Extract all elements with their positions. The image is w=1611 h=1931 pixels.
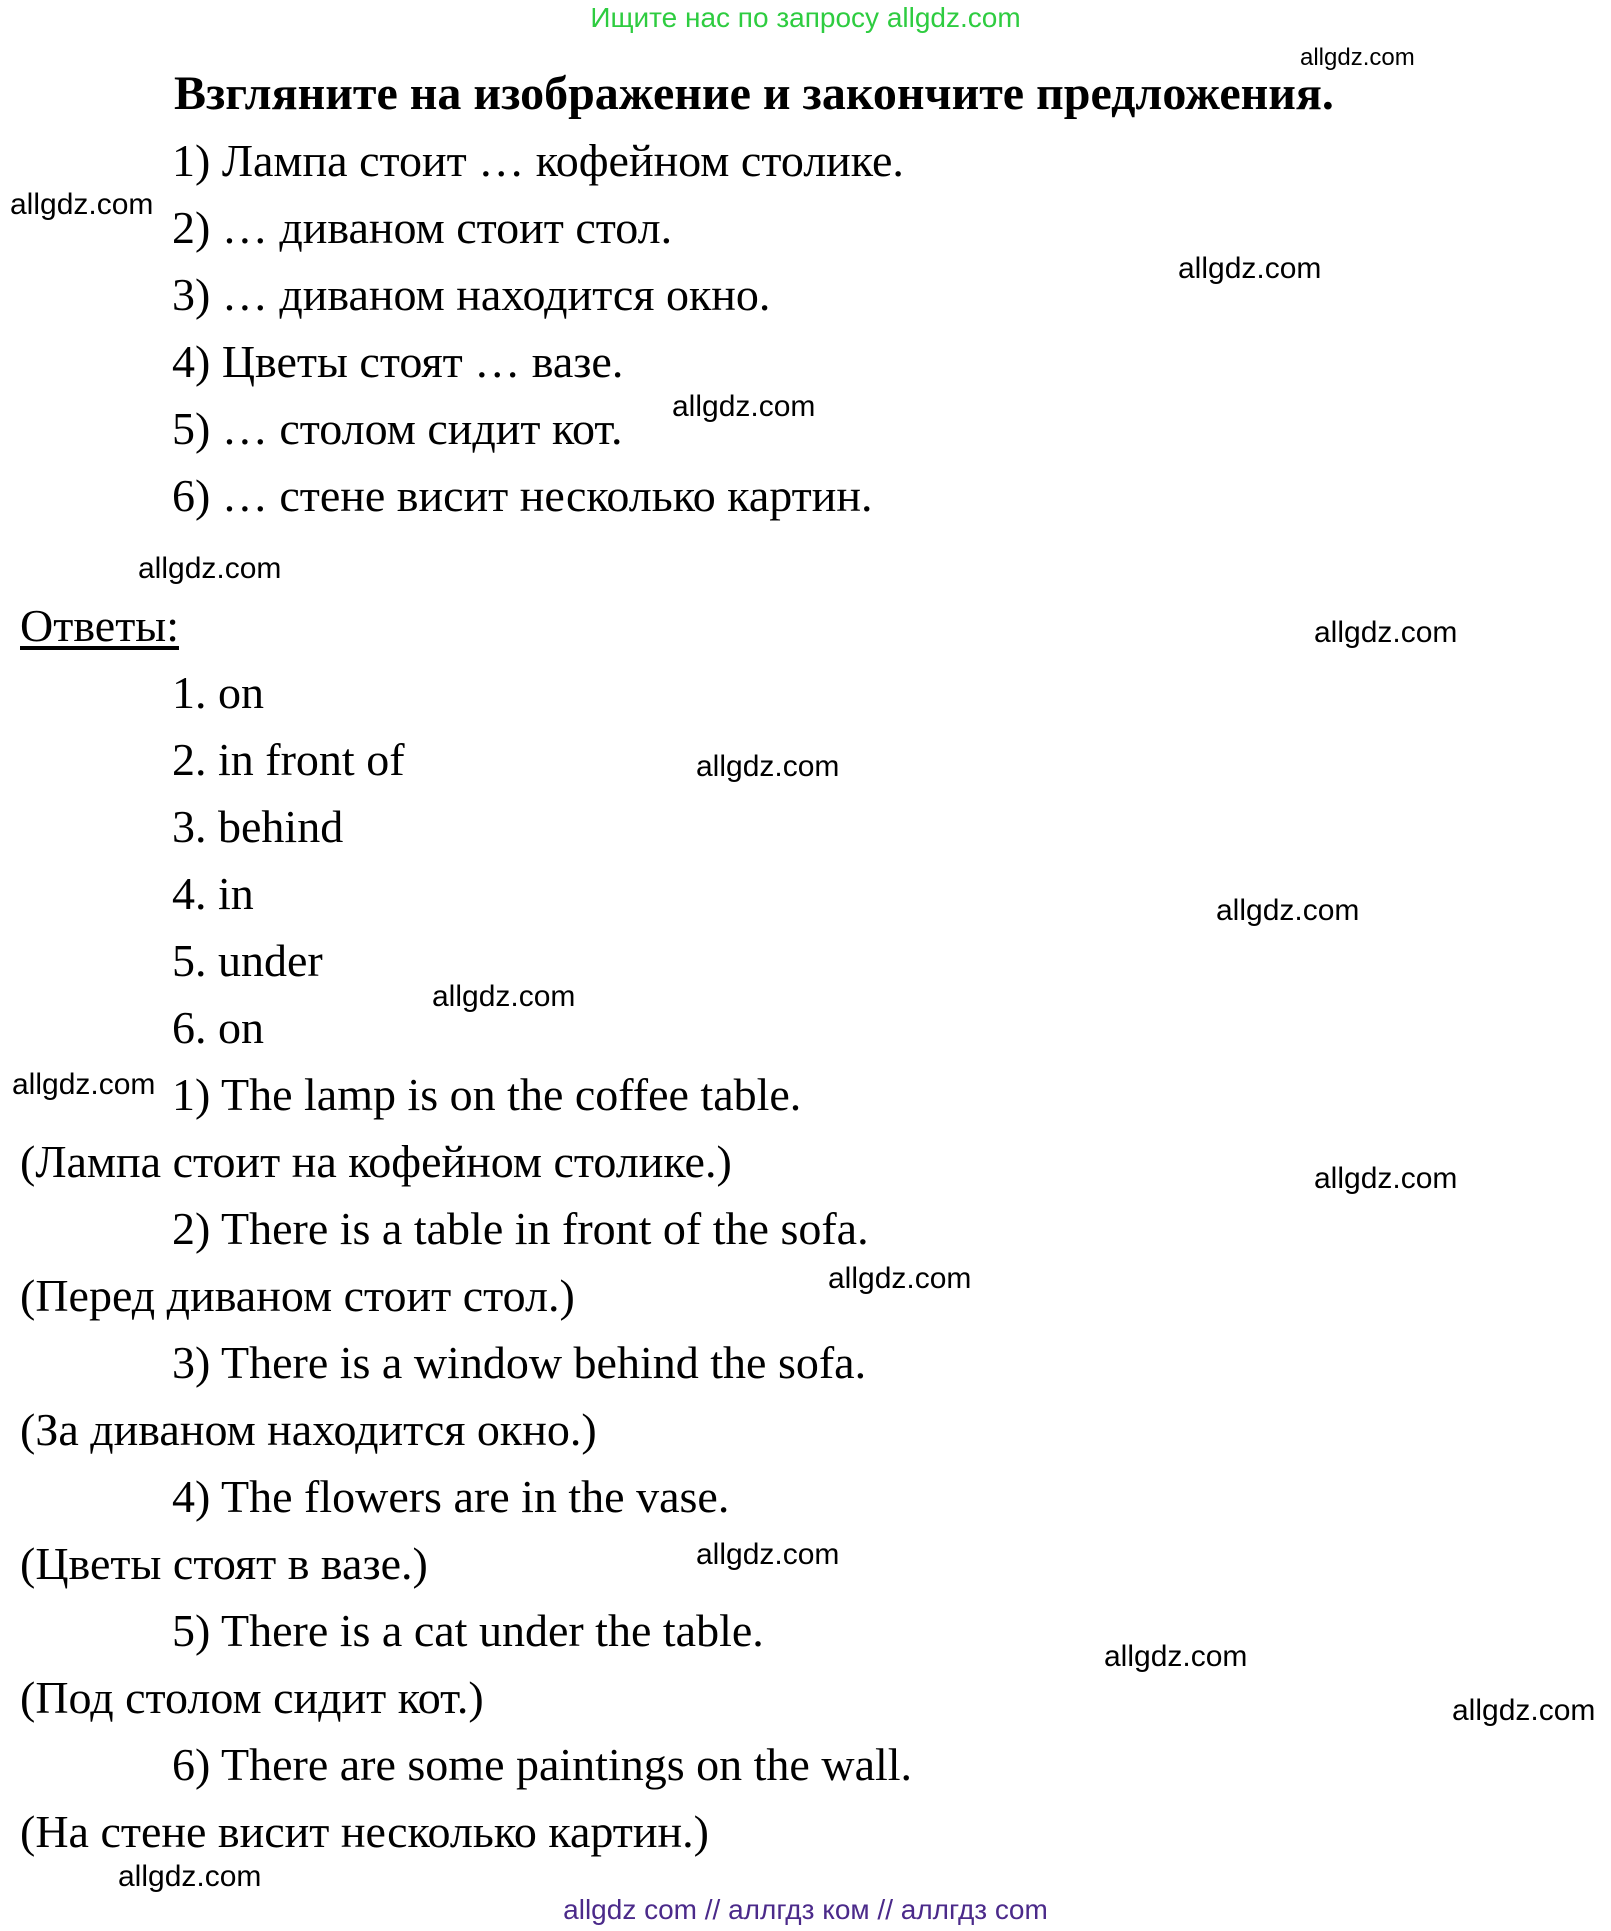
short-answer-5: 5. under <box>172 935 323 986</box>
watermark: allgdz.com <box>672 390 816 423</box>
watermark: allgdz.com <box>1452 1694 1596 1727</box>
watermark: allgdz.com <box>1314 616 1458 649</box>
question-6: 6) … стене висит несколько картин. <box>172 470 873 521</box>
watermark: allgdz.com <box>138 552 282 585</box>
watermark: allgdz.com <box>696 750 840 783</box>
watermark: allgdz.com <box>696 1538 840 1571</box>
watermark: allgdz.com <box>1216 894 1360 927</box>
question-3: 3) … диваном находится окно. <box>172 269 771 320</box>
short-answer-4: 4. in <box>172 868 254 919</box>
question-2: 2) … диваном стоит стол. <box>172 202 673 253</box>
watermark: allgdz.com <box>432 980 576 1013</box>
short-answer-2: 2. in front of <box>172 734 405 785</box>
short-answer-1: 1. on <box>172 667 264 718</box>
watermark: allgdz.com <box>10 188 154 221</box>
watermark: allgdz.com <box>828 1262 972 1295</box>
watermark: allgdz.com <box>1178 252 1322 285</box>
exercise-title: Взгляните на изображение и закончите предложения. <box>174 67 1334 120</box>
question-1: 1) Лампа стоит … кофейном столике. <box>172 135 904 186</box>
full-answer-ru-6: (На стене висит несколько картин.) <box>20 1806 709 1857</box>
full-answer-en-1: 1) The lamp is on the coffee table. <box>172 1069 802 1120</box>
answers-heading: Ответы: <box>20 600 179 651</box>
full-answer-en-3: 3) There is a window behind the sofa. <box>172 1337 867 1388</box>
search-banner[interactable]: Ищите нас по запросу allgdz.com <box>590 2 1021 33</box>
full-answer-ru-3: (За диваном находится окно.) <box>20 1404 597 1455</box>
watermark: allgdz.com <box>1314 1162 1458 1195</box>
short-answer-3: 3. behind <box>172 801 344 852</box>
watermark: allgdz.com <box>118 1860 262 1893</box>
full-answer-ru-1: (Лампа стоит на кофейном столике.) <box>20 1136 732 1187</box>
watermark: allgdz.com <box>12 1068 156 1101</box>
full-answer-en-5: 5) There is a cat under the table. <box>172 1605 764 1656</box>
footer-links[interactable]: allgdz com // аллгдз ком // аллгдз com <box>563 1894 1048 1925</box>
question-4: 4) Цветы стоят … вазе. <box>172 336 624 387</box>
full-answer-en-2: 2) There is a table in front of the sofa. <box>172 1203 869 1254</box>
full-answer-ru-5: (Под столом сидит кот.) <box>20 1672 484 1723</box>
full-answer-ru-2: (Перед диваном стоит стол.) <box>20 1270 575 1321</box>
full-answer-ru-4: (Цветы стоят в вазе.) <box>20 1538 428 1589</box>
full-answer-en-4: 4) The flowers are in the vase. <box>172 1471 730 1522</box>
full-answer-en-6: 6) There are some paintings on the wall. <box>172 1739 913 1790</box>
watermark: allgdz.com <box>1104 1640 1248 1673</box>
short-answer-6: 6. on <box>172 1002 264 1053</box>
watermark: allgdz.com <box>1300 44 1415 71</box>
question-5: 5) … столом сидит кот. <box>172 403 623 454</box>
